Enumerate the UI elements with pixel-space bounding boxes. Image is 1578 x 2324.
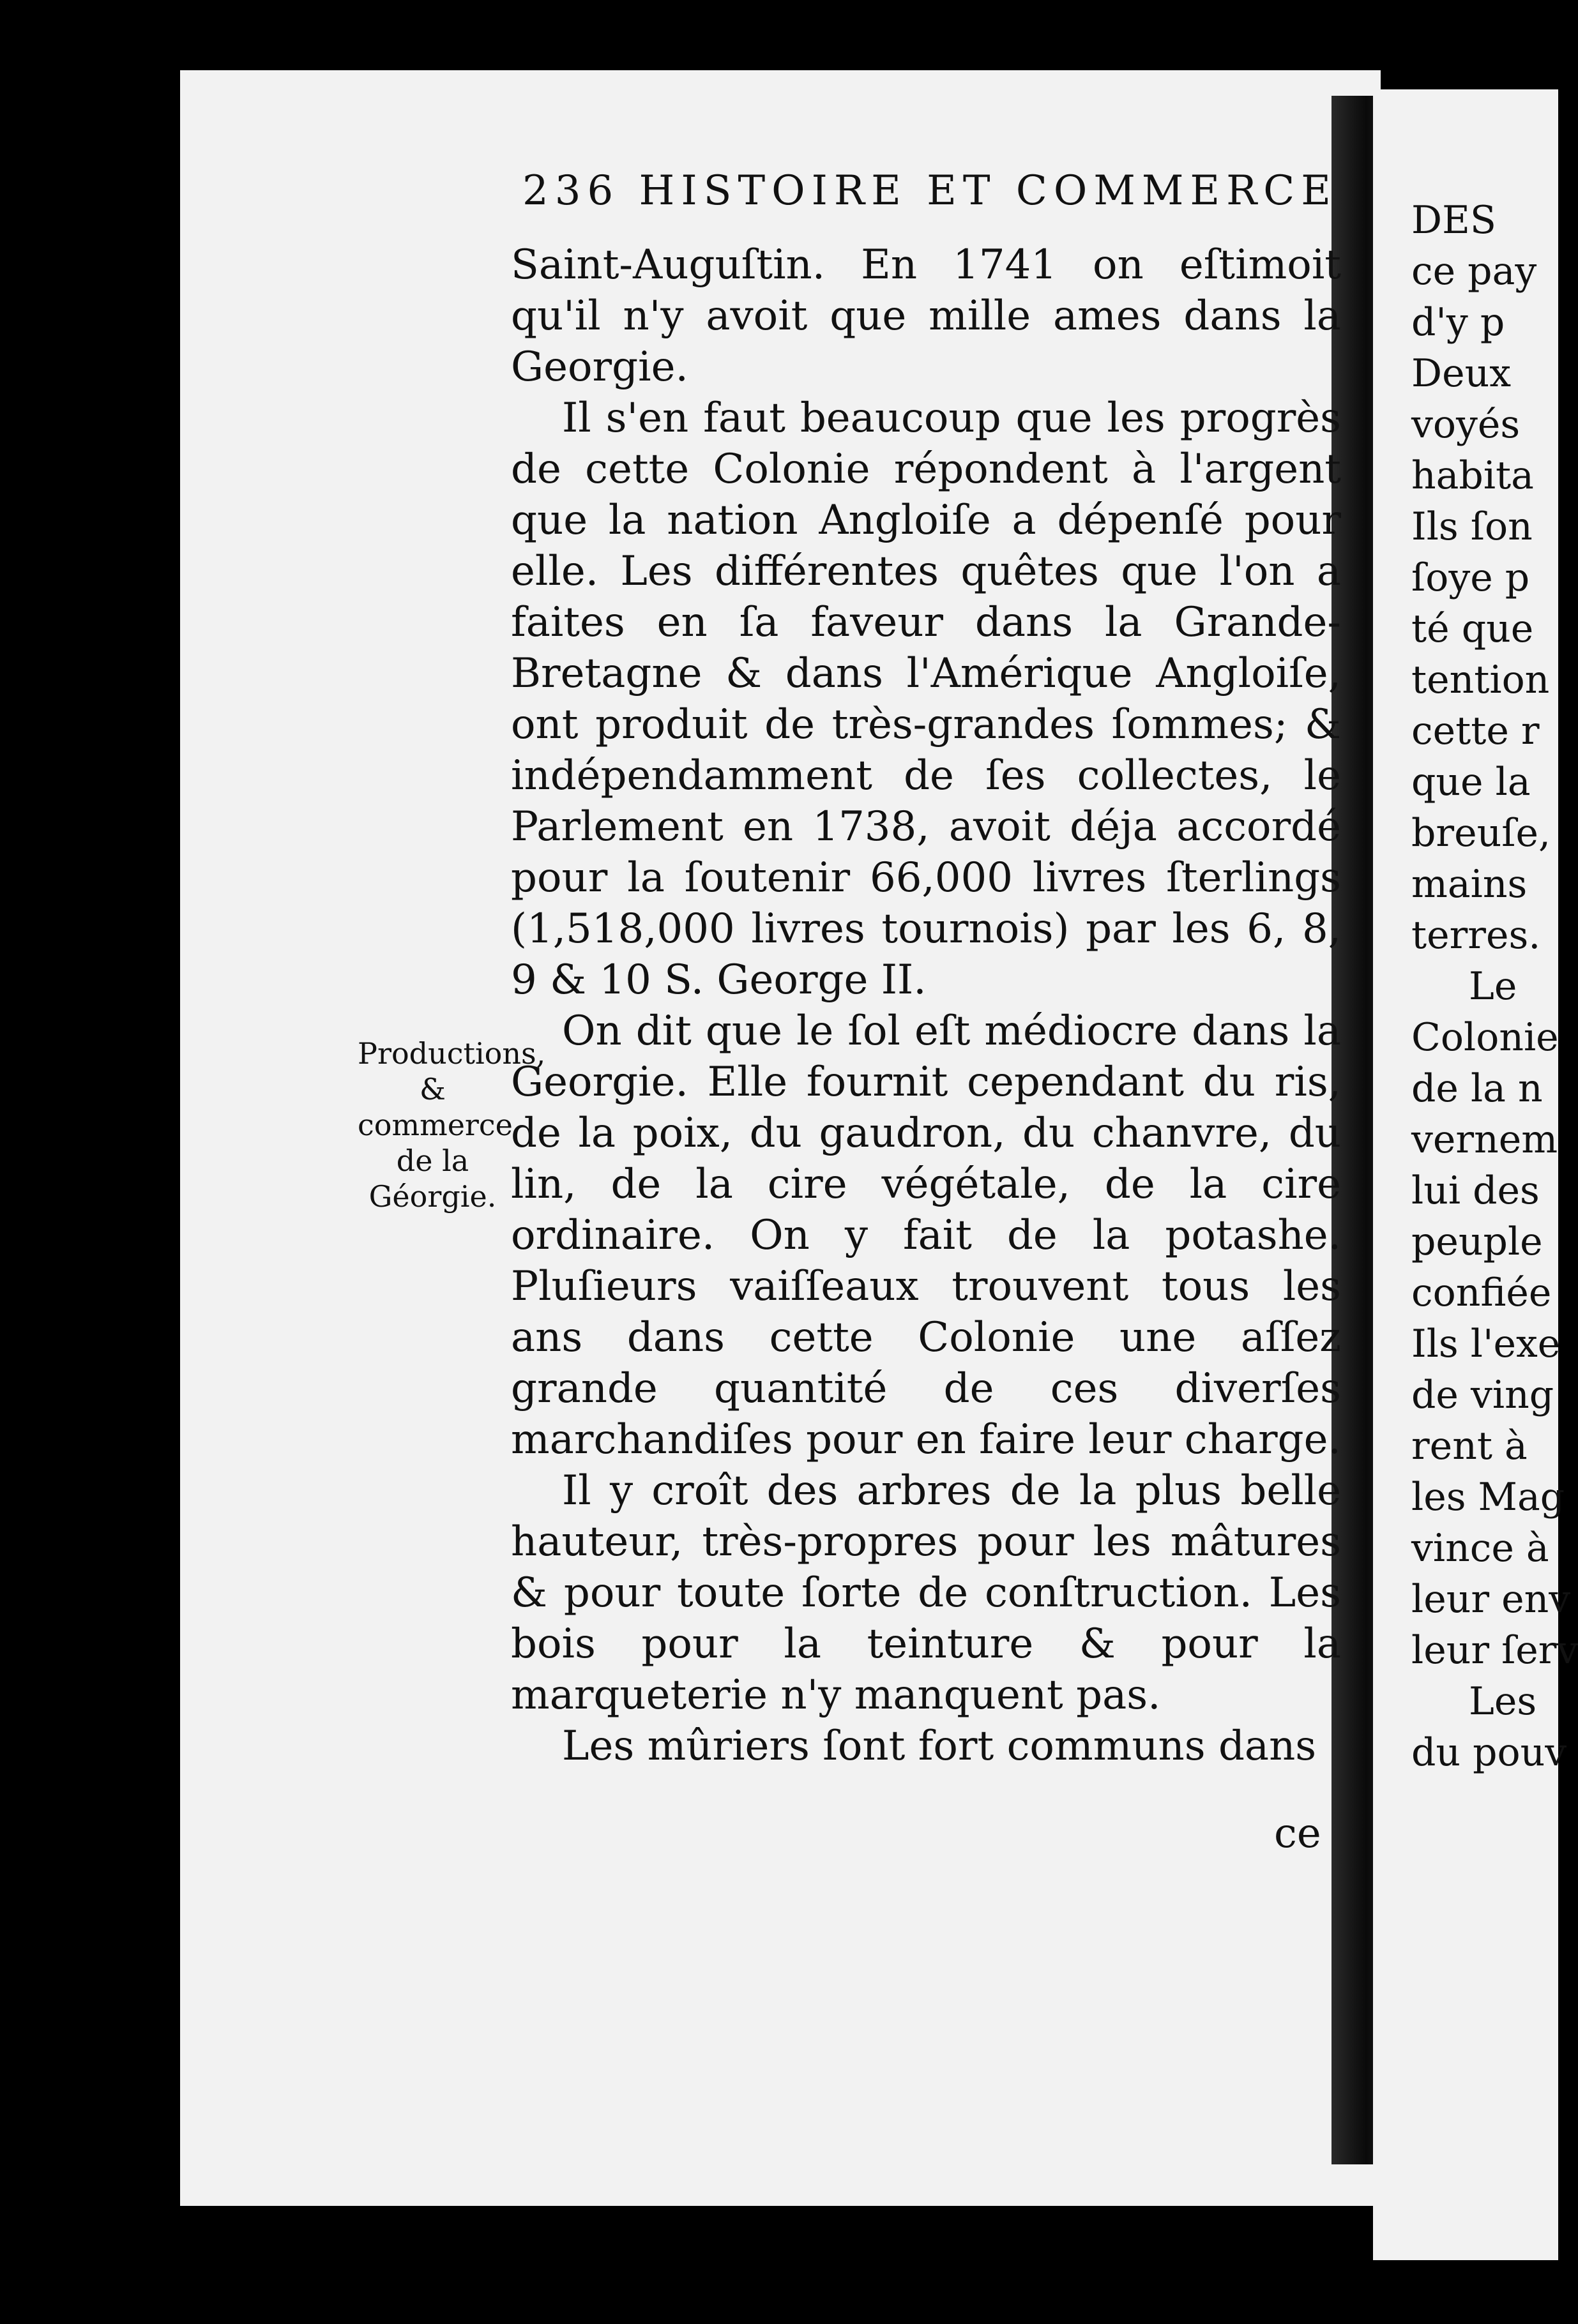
right-page-line: lui des bbox=[1411, 1168, 1540, 1213]
right-page-line: d'y p bbox=[1411, 300, 1505, 345]
right-page-line: voyés bbox=[1411, 402, 1521, 447]
body-text bbox=[511, 239, 1341, 1772]
paragraph: Il s'en faut beaucoup que les progrès de cette Colonie répondent à l'argent que la nation Angloiſe a dépenſé pour elle. Les différentes quêtes que l'on a faites en ſa faveur dans la Grande-Bretagne & dans l'Amérique Angloiſe, ont produit de très-grandes ſommes; & indépendamment de ſes collectes, le Parlement en 1738, avoit déja accordé pour la ſoutenir 66,000 livres ſterlings (1,518,000 livres tournois) par les 6, 8, 9 & 10 S. George II. bbox=[511, 395, 1341, 1004]
right-page-line: Ils l'exe bbox=[1411, 1322, 1561, 1366]
running-header: 236 HISTOIRE ET COMMERCE bbox=[522, 167, 1337, 215]
right-page-line: breuſe, bbox=[1411, 811, 1551, 856]
right-page-line: mains bbox=[1411, 862, 1528, 907]
right-page-line: habita bbox=[1411, 453, 1534, 498]
right-page-line: que la bbox=[1411, 760, 1531, 804]
right-page-line: cette r bbox=[1411, 709, 1540, 753]
paragraph: Saint-Auguſtin. En 1741 on eſtimoit qu'il n'y avoit que mille ames dans la Georgie. bbox=[511, 241, 1341, 391]
right-page-line: rent à bbox=[1411, 1424, 1528, 1468]
paragraph: Il y croît des arbres de la plus belle hauteur, très-propres pour les mâtures & pour toute ſorte de conſtruction. Les bois pour la teinture & pour la marqueterie n'y manquent pas. bbox=[511, 1467, 1341, 1719]
right-page-line: les Mag bbox=[1411, 1475, 1565, 1520]
catchword: ce bbox=[1274, 1810, 1321, 1857]
right-page-line: de la n bbox=[1411, 1066, 1543, 1111]
right-page-line: Les bbox=[1469, 1679, 1537, 1724]
right-page-line: du pouv bbox=[1411, 1730, 1567, 1775]
right-page-line: de ving bbox=[1411, 1373, 1554, 1417]
right-page-line: ce pay bbox=[1411, 249, 1537, 294]
right-page-line: leur env bbox=[1411, 1577, 1571, 1622]
right-page-line: vernem bbox=[1411, 1117, 1558, 1162]
right-page-line: té que bbox=[1411, 607, 1534, 651]
right-page-line: vince à bbox=[1411, 1526, 1549, 1571]
right-page-line: tention bbox=[1411, 658, 1550, 702]
right-page-line: leur ſerv bbox=[1411, 1628, 1578, 1673]
right-page-line: Ils ſon bbox=[1411, 504, 1533, 549]
right-page-line: Colonie bbox=[1411, 1015, 1559, 1060]
right-page-line: confiée bbox=[1411, 1271, 1552, 1315]
paragraph: Les mûriers ſont fort communs dans bbox=[562, 1723, 1317, 1770]
right-page-line: Le bbox=[1469, 964, 1517, 1009]
right-page-line: peuple bbox=[1411, 1219, 1543, 1264]
right-page-line: DES bbox=[1411, 198, 1497, 243]
margin-note: Productions, & commerce de la Géorgie. bbox=[358, 1036, 546, 1214]
right-page-text bbox=[1411, 195, 1578, 1778]
right-page-line: terres. bbox=[1411, 913, 1541, 958]
right-page-line: Deux bbox=[1411, 351, 1512, 396]
right-page-line: ſoye p bbox=[1411, 555, 1530, 600]
paragraph: On dit que le ſol eſt médiocre dans la Georgie. Elle fournit cependant du ris, de la poix, du gaudron, du chanvre, du lin, de la cire végétale, de la cire ordinaire. On y fait de la potashe. Pluſieurs vaiſſeaux trouvent tous les ans dans cette Colonie une aſſez grande quantité de ces diverſes marchandiſes pour en faire leur charge. bbox=[511, 1007, 1341, 1463]
